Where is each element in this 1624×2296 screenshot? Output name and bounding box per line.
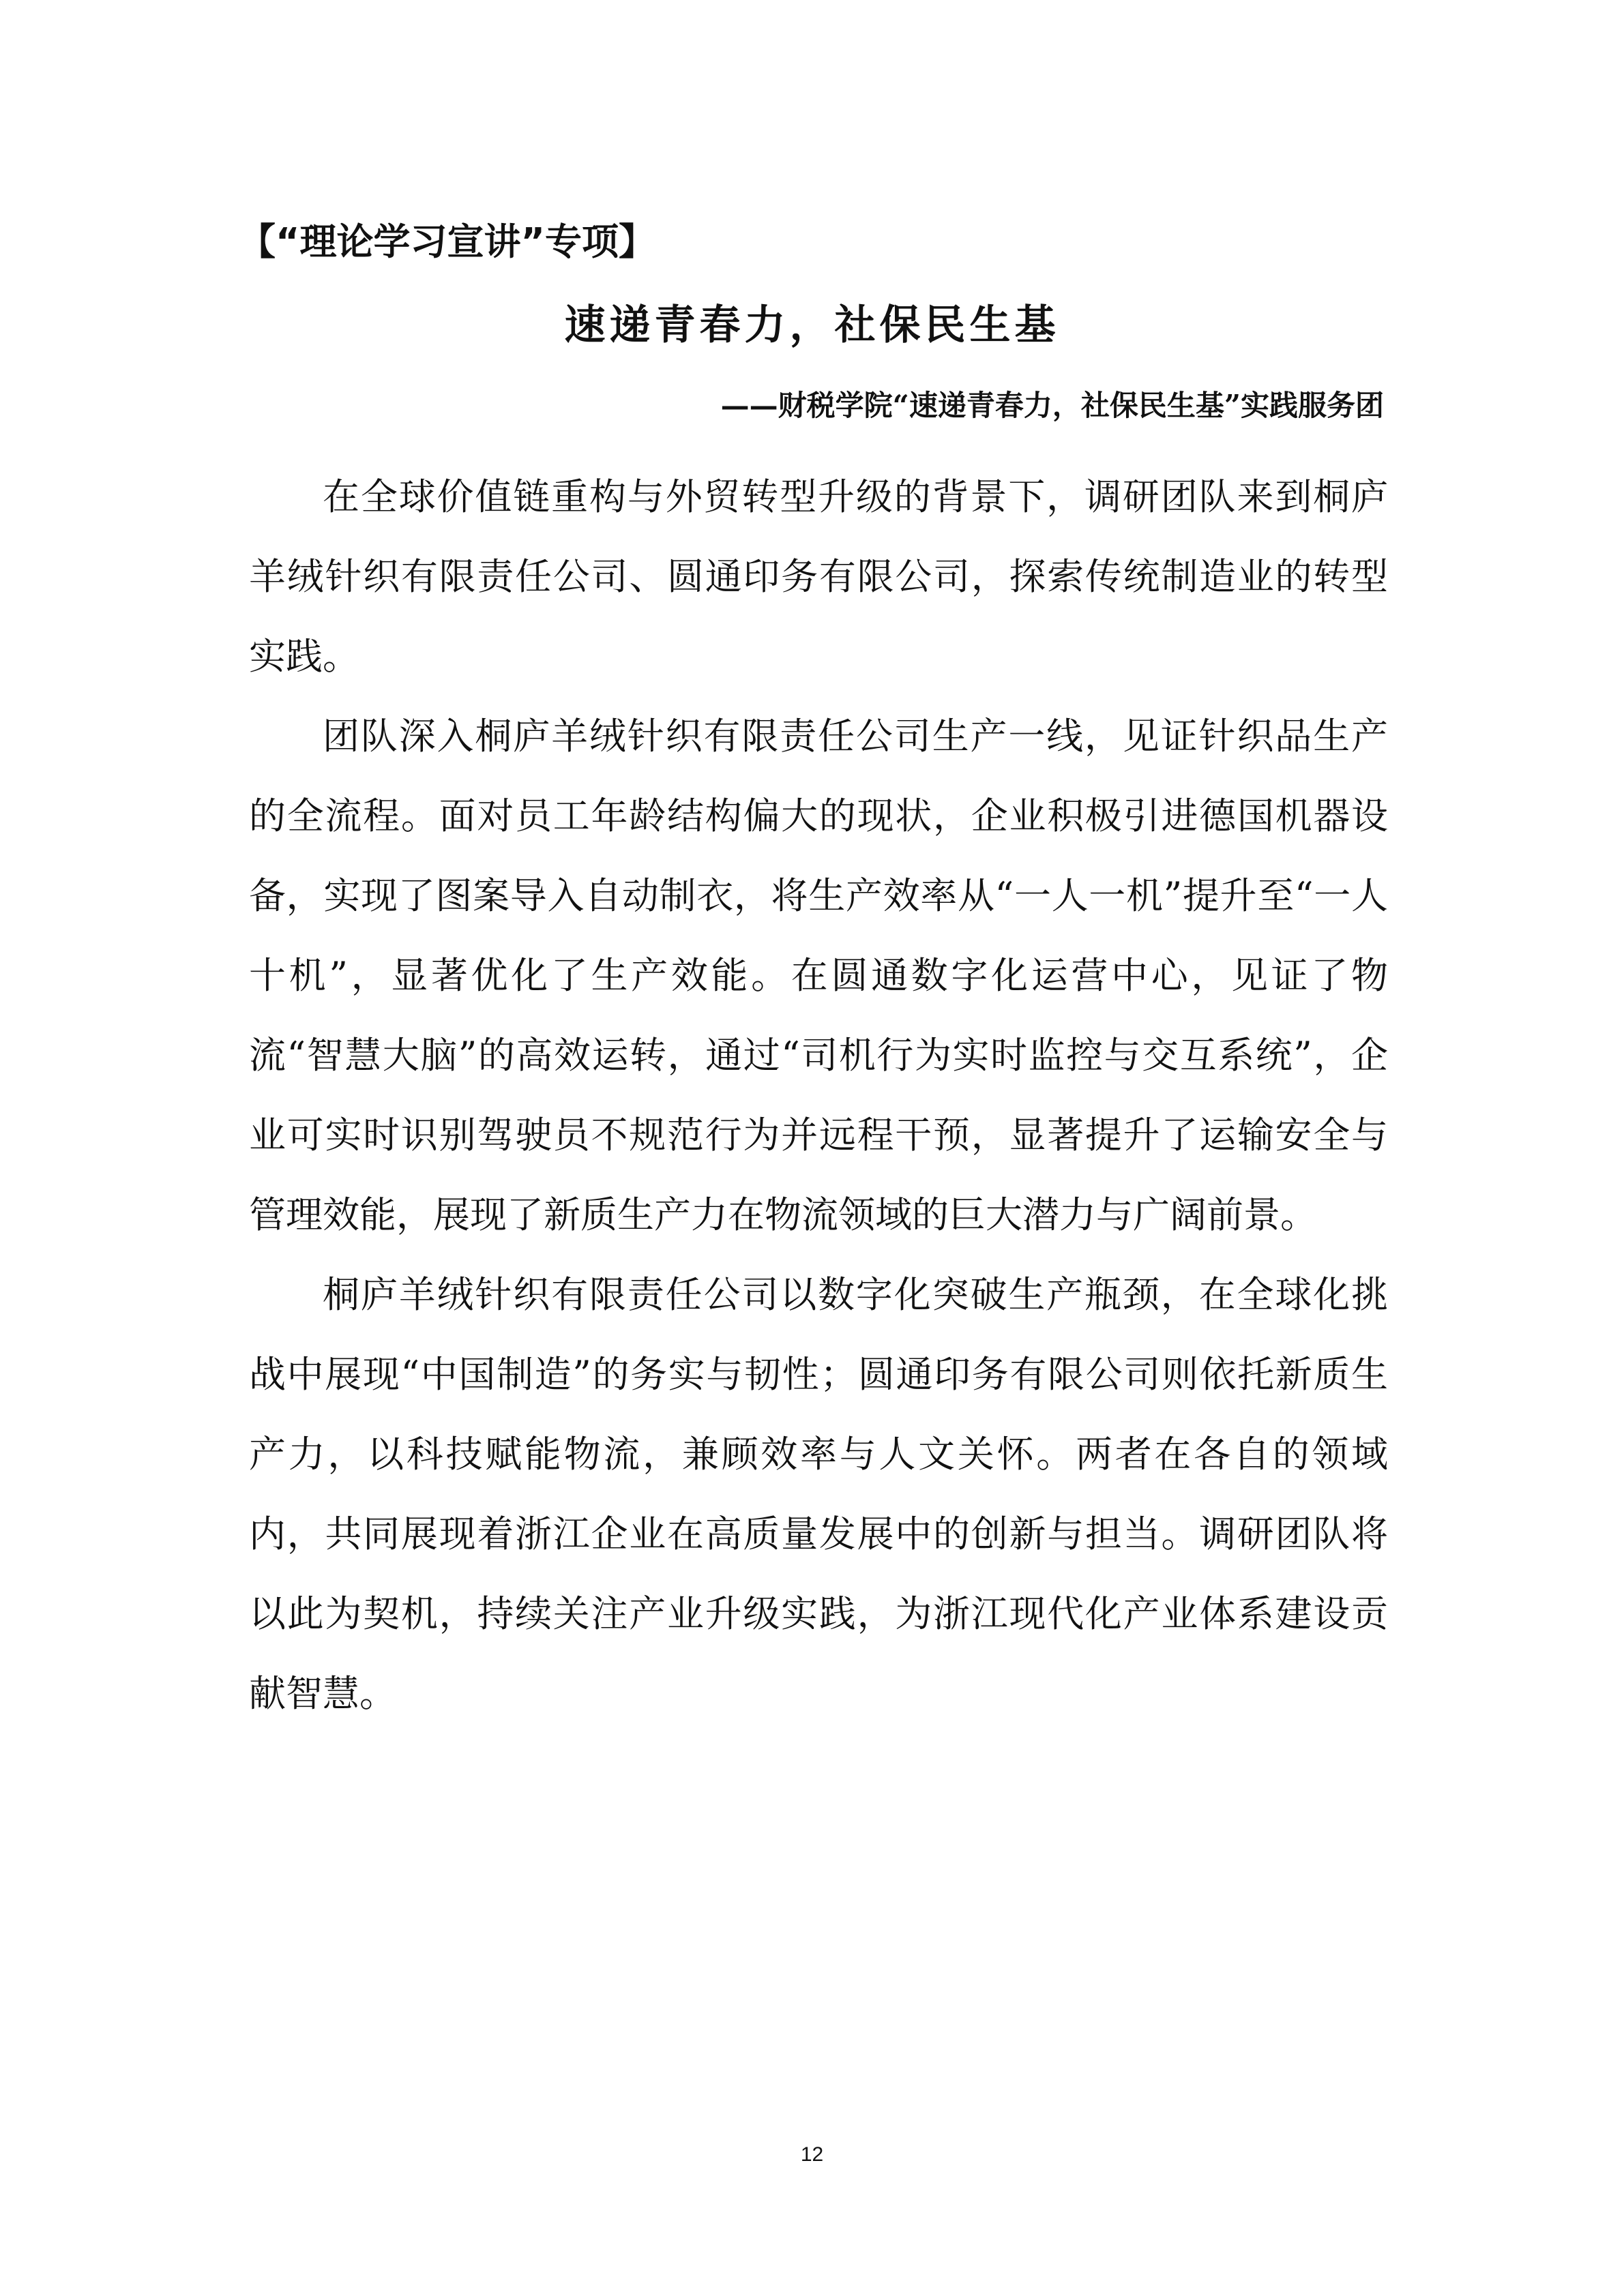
article-subtitle: ——财税学院“速递青春力，社保民生基”实践服务团 bbox=[720, 389, 1384, 422]
paragraph: 团队深入桐庐羊绒针织有限责任公司生产一线，见证针织品生产的全流程。面对员工年龄结构偏大的现状，企业积极引进德国机器设备，实现了图案导入自动制衣，将生产效率从“一人一机”提升至“一人十机”，显著优化了生产效能。在圆通数字化运营中心，见证了物流“智慧大脑”的高效运转，通过“司机行为实时监控与交互系统”，企业可实时识别驾驶员不规范行为并远程干预，显著提升了运输安全与管理效能，展现了新质生产力在物流领域的巨大潜力与广阔前景。 bbox=[249, 715, 1388, 1236]
article-title: 速递青春力，社保民生基 bbox=[564, 301, 1060, 349]
page-number: 12 bbox=[800, 2143, 824, 2166]
article-body bbox=[249, 457, 1388, 1733]
paragraph: 桐庐羊绒针织有限责任公司以数字化突破生产瓶颈，在全球化挑战中展现“中国制造”的务实与韧性；圆通印务有限公司则依托新质生产力，以科技赋能物流，兼顾效率与人文关怀。两者在各自的领域内，共同展现着浙江企业在高质量发展中的创新与担当。调研团队将以此为契机，持续关注产业升级实践，为浙江现代化产业体系建设贡献智慧。 bbox=[249, 1273, 1388, 1715]
paragraph: 在全球价值链重构与外贸转型升级的背景下，调研团队来到桐庐羊绒针织有限责任公司、圆通印务有限公司，探索传统制造业的转型实践。 bbox=[249, 475, 1388, 678]
section-tag: 【“理论学习宣讲”专项】 bbox=[239, 220, 655, 263]
